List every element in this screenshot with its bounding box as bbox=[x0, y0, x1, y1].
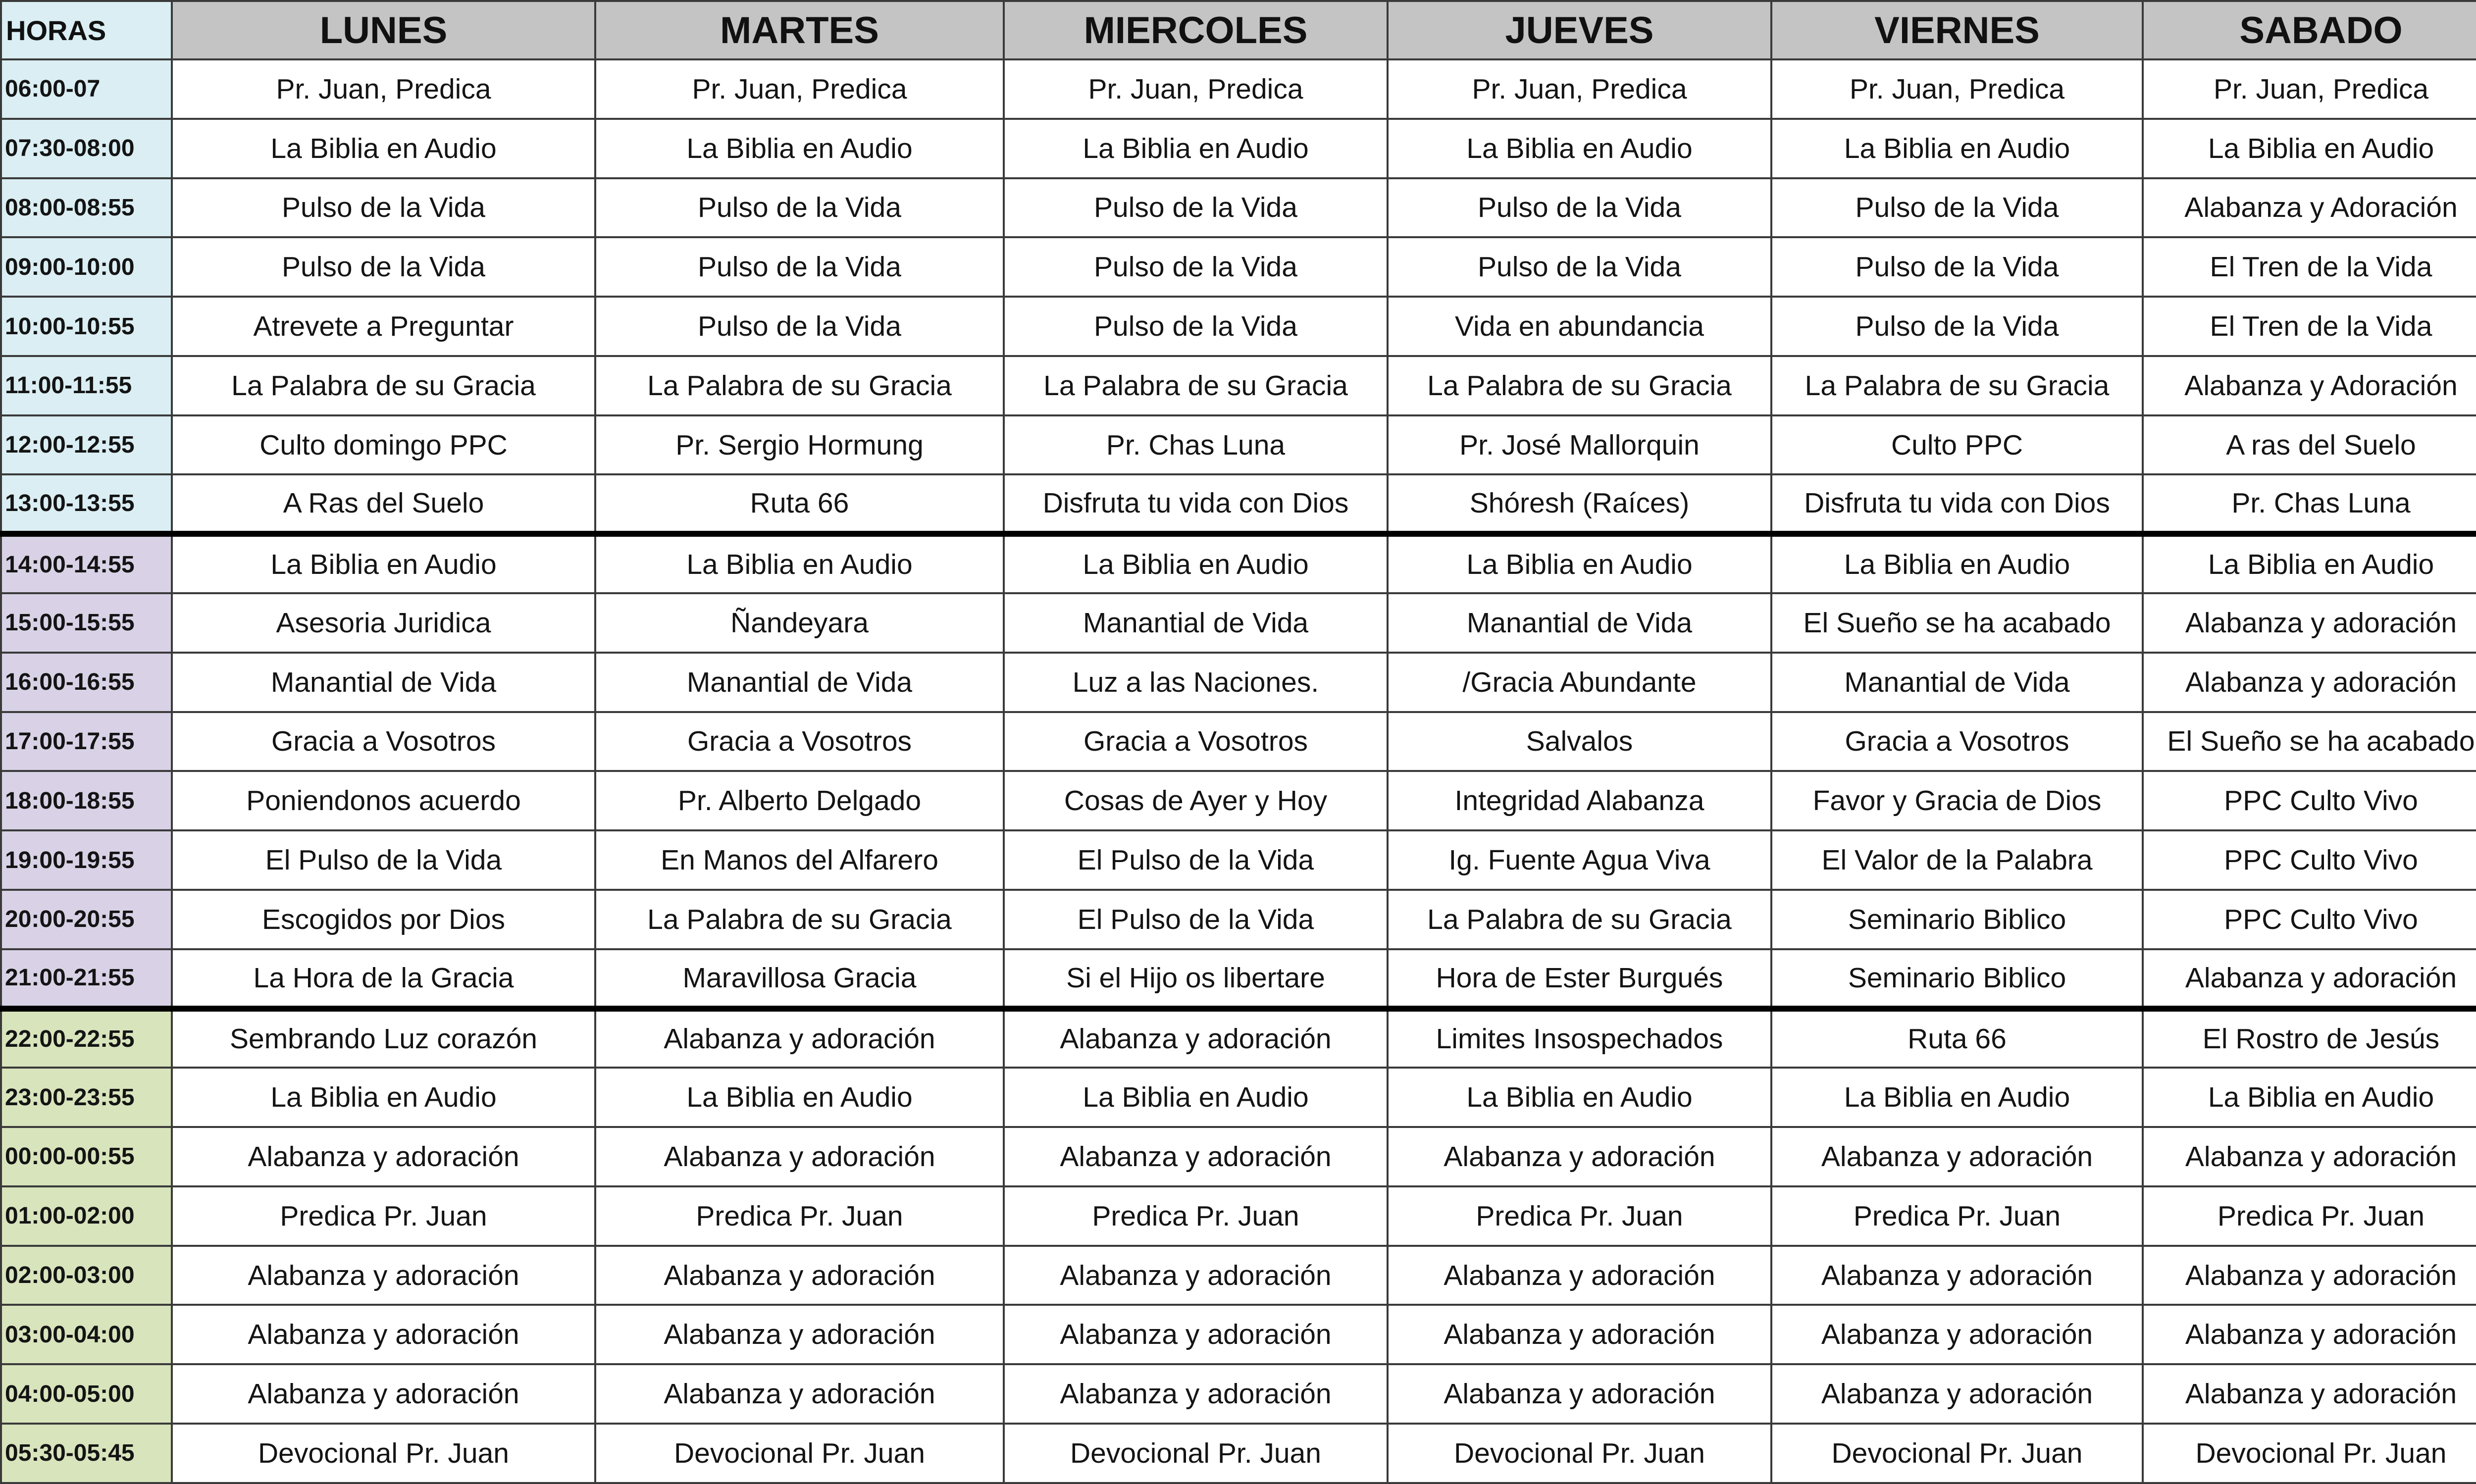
time-slot-cell: 02:00-03:00 bbox=[1, 1246, 172, 1305]
program-cell-miercoles: La Biblia en Audio bbox=[1004, 1068, 1388, 1127]
program-cell-viernes: Disfruta tu vida con Dios bbox=[1771, 474, 2143, 534]
time-slot-cell: 04:00-05:00 bbox=[1, 1364, 172, 1424]
program-cell-martes: Pulso de la Vida bbox=[595, 297, 1004, 356]
program-cell-sabado: PPC Culto Vivo bbox=[2143, 830, 2476, 890]
program-cell-sabado: Alabanza y adoración bbox=[2143, 1305, 2476, 1364]
time-slot-cell: 21:00-21:55 bbox=[1, 949, 172, 1009]
program-cell-jueves: Alabanza y adoración bbox=[1388, 1305, 1771, 1364]
program-cell-viernes: Alabanza y adoración bbox=[1771, 1305, 2143, 1364]
program-cell-martes: La Biblia en Audio bbox=[595, 119, 1004, 178]
program-cell-miercoles: Pr. Chas Luna bbox=[1004, 415, 1388, 475]
program-cell-jueves: Vida en abundancia bbox=[1388, 297, 1771, 356]
program-cell-sabado: Predica Pr. Juan bbox=[2143, 1186, 2476, 1246]
program-cell-viernes: La Biblia en Audio bbox=[1771, 119, 2143, 178]
program-cell-sabado: La Biblia en Audio bbox=[2143, 1068, 2476, 1127]
program-cell-lunes: Sembrando Luz corazón bbox=[172, 1009, 595, 1068]
program-cell-miercoles: Disfruta tu vida con Dios bbox=[1004, 474, 1388, 534]
program-cell-jueves: La Biblia en Audio bbox=[1388, 534, 1771, 593]
program-cell-sabado: El Rostro de Jesús bbox=[2143, 1009, 2476, 1068]
program-cell-lunes: La Biblia en Audio bbox=[172, 119, 595, 178]
program-cell-jueves: La Palabra de su Gracia bbox=[1388, 356, 1771, 415]
time-slot-cell: 20:00-20:55 bbox=[1, 890, 172, 949]
program-cell-viernes: Culto PPC bbox=[1771, 415, 2143, 475]
program-cell-lunes: Culto domingo PPC bbox=[172, 415, 595, 475]
time-slot-cell: 01:00-02:00 bbox=[1, 1186, 172, 1246]
program-cell-viernes: Seminario Biblico bbox=[1771, 949, 2143, 1009]
program-cell-miercoles: Alabanza y adoración bbox=[1004, 1127, 1388, 1186]
program-cell-lunes: Devocional Pr. Juan bbox=[172, 1424, 595, 1483]
program-cell-lunes: Manantial de Vida bbox=[172, 653, 595, 712]
time-slot-cell: 17:00-17:55 bbox=[1, 712, 172, 771]
program-cell-viernes: Pulso de la Vida bbox=[1771, 237, 2143, 297]
program-cell-lunes: Alabanza y adoración bbox=[172, 1305, 595, 1364]
time-slot-cell: 08:00-08:55 bbox=[1, 178, 172, 238]
program-cell-jueves: Shóresh (Raíces) bbox=[1388, 474, 1771, 534]
program-cell-viernes: El Valor de la Palabra bbox=[1771, 830, 2143, 890]
schedule-row bbox=[1, 474, 2476, 534]
schedule-row bbox=[1, 237, 2476, 297]
program-cell-sabado: El Tren de la Vida bbox=[2143, 237, 2476, 297]
program-cell-martes: La Palabra de su Gracia bbox=[595, 890, 1004, 949]
schedule-row bbox=[1, 297, 2476, 356]
program-cell-miercoles: Manantial de Vida bbox=[1004, 593, 1388, 653]
program-cell-viernes: El Sueño se ha acabado bbox=[1771, 593, 2143, 653]
program-cell-sabado: Alabanza y adoración bbox=[2143, 1364, 2476, 1424]
program-cell-jueves: /Gracia Abundante bbox=[1388, 653, 1771, 712]
schedule-row bbox=[1, 593, 2476, 653]
time-slot-cell: 12:00-12:55 bbox=[1, 415, 172, 475]
time-slot-cell: 13:00-13:55 bbox=[1, 474, 172, 534]
program-cell-jueves: Devocional Pr. Juan bbox=[1388, 1424, 1771, 1483]
program-cell-jueves: La Biblia en Audio bbox=[1388, 1068, 1771, 1127]
program-cell-lunes: Asesoria Juridica bbox=[172, 593, 595, 653]
schedule-row bbox=[1, 1186, 2476, 1246]
program-cell-miercoles: El Pulso de la Vida bbox=[1004, 830, 1388, 890]
time-slot-cell: 03:00-04:00 bbox=[1, 1305, 172, 1364]
time-slot-cell: 06:00-07 bbox=[1, 59, 172, 119]
program-cell-viernes: Ruta 66 bbox=[1771, 1009, 2143, 1068]
hours-header: HORAS bbox=[1, 1, 172, 59]
schedule-row bbox=[1, 119, 2476, 178]
program-cell-lunes: Gracia a Vosotros bbox=[172, 712, 595, 771]
program-cell-sabado: Alabanza y adoración bbox=[2143, 949, 2476, 1009]
program-cell-lunes: La Biblia en Audio bbox=[172, 534, 595, 593]
program-cell-viernes: Seminario Biblico bbox=[1771, 890, 2143, 949]
program-cell-jueves: Alabanza y adoración bbox=[1388, 1246, 1771, 1305]
schedule-row bbox=[1, 890, 2476, 949]
program-cell-miercoles: Pulso de la Vida bbox=[1004, 297, 1388, 356]
program-cell-martes: Pulso de la Vida bbox=[595, 237, 1004, 297]
schedule-row bbox=[1, 653, 2476, 712]
program-cell-jueves: Manantial de Vida bbox=[1388, 593, 1771, 653]
program-cell-lunes: Alabanza y adoración bbox=[172, 1364, 595, 1424]
program-cell-lunes: Pr. Juan, Predica bbox=[172, 59, 595, 119]
program-cell-jueves: Alabanza y adoración bbox=[1388, 1127, 1771, 1186]
program-cell-martes: La Palabra de su Gracia bbox=[595, 356, 1004, 415]
program-cell-martes: En Manos del Alfarero bbox=[595, 830, 1004, 890]
program-cell-martes: Pulso de la Vida bbox=[595, 178, 1004, 238]
schedule-row bbox=[1, 1009, 2476, 1068]
program-cell-miercoles: Alabanza y adoración bbox=[1004, 1009, 1388, 1068]
program-cell-jueves: Hora de Ester Burgués bbox=[1388, 949, 1771, 1009]
program-cell-miercoles: Alabanza y adoración bbox=[1004, 1305, 1388, 1364]
time-slot-cell: 16:00-16:55 bbox=[1, 653, 172, 712]
program-cell-miercoles: Si el Hijo os libertare bbox=[1004, 949, 1388, 1009]
program-cell-lunes: Predica Pr. Juan bbox=[172, 1186, 595, 1246]
program-cell-miercoles: Pulso de la Vida bbox=[1004, 237, 1388, 297]
program-cell-miercoles: Gracia a Vosotros bbox=[1004, 712, 1388, 771]
program-cell-sabado: El Sueño se ha acabado bbox=[2143, 712, 2476, 771]
program-cell-lunes: A Ras del Suelo bbox=[172, 474, 595, 534]
program-cell-viernes: Pulso de la Vida bbox=[1771, 178, 2143, 238]
schedule-row bbox=[1, 534, 2476, 593]
program-cell-martes: Pr. Juan, Predica bbox=[595, 59, 1004, 119]
schedule-row bbox=[1, 415, 2476, 475]
time-slot-cell: 15:00-15:55 bbox=[1, 593, 172, 653]
program-cell-viernes: Gracia a Vosotros bbox=[1771, 712, 2143, 771]
program-cell-sabado: Alabanza y adoración bbox=[2143, 1246, 2476, 1305]
program-cell-miercoles: Predica Pr. Juan bbox=[1004, 1186, 1388, 1246]
schedule-row bbox=[1, 771, 2476, 830]
program-cell-viernes: La Palabra de su Gracia bbox=[1771, 356, 2143, 415]
program-cell-sabado: La Biblia en Audio bbox=[2143, 119, 2476, 178]
schedule-row bbox=[1, 830, 2476, 890]
program-cell-sabado: A ras del Suelo bbox=[2143, 415, 2476, 475]
program-cell-martes: Ñandeyara bbox=[595, 593, 1004, 653]
schedule-row bbox=[1, 356, 2476, 415]
program-cell-lunes: Alabanza y adoración bbox=[172, 1127, 595, 1186]
program-cell-jueves: Alabanza y adoración bbox=[1388, 1364, 1771, 1424]
program-cell-miercoles: El Pulso de la Vida bbox=[1004, 890, 1388, 949]
program-cell-sabado: La Biblia en Audio bbox=[2143, 534, 2476, 593]
program-cell-miercoles: Pulso de la Vida bbox=[1004, 178, 1388, 238]
schedule-body bbox=[1, 59, 2476, 1483]
program-cell-viernes: Alabanza y adoración bbox=[1771, 1246, 2143, 1305]
time-slot-cell: 19:00-19:55 bbox=[1, 830, 172, 890]
program-cell-lunes: La Hora de la Gracia bbox=[172, 949, 595, 1009]
program-cell-jueves: Pr. José Mallorquin bbox=[1388, 415, 1771, 475]
schedule-row bbox=[1, 712, 2476, 771]
program-cell-viernes: Devocional Pr. Juan bbox=[1771, 1424, 2143, 1483]
schedule-row bbox=[1, 178, 2476, 238]
program-cell-viernes: Alabanza y adoración bbox=[1771, 1127, 2143, 1186]
program-cell-jueves: Salvalos bbox=[1388, 712, 1771, 771]
program-cell-viernes: Manantial de Vida bbox=[1771, 653, 2143, 712]
program-cell-sabado: Alabanza y Adoración bbox=[2143, 178, 2476, 238]
time-slot-cell: 07:30-08:00 bbox=[1, 119, 172, 178]
schedule-row bbox=[1, 59, 2476, 119]
schedule-row bbox=[1, 949, 2476, 1009]
program-cell-miercoles: Luz a las Naciones. bbox=[1004, 653, 1388, 712]
program-cell-martes: La Biblia en Audio bbox=[595, 534, 1004, 593]
schedule-row bbox=[1, 1424, 2476, 1483]
program-cell-miercoles: Alabanza y adoración bbox=[1004, 1364, 1388, 1424]
program-cell-sabado: Pr. Juan, Predica bbox=[2143, 59, 2476, 119]
program-cell-viernes: Pulso de la Vida bbox=[1771, 297, 2143, 356]
program-cell-martes: Pr. Alberto Delgado bbox=[595, 771, 1004, 830]
program-cell-lunes: La Palabra de su Gracia bbox=[172, 356, 595, 415]
program-cell-martes: Alabanza y adoración bbox=[595, 1127, 1004, 1186]
program-cell-viernes: La Biblia en Audio bbox=[1771, 1068, 2143, 1127]
program-cell-lunes: La Biblia en Audio bbox=[172, 1068, 595, 1127]
program-cell-lunes: Alabanza y adoración bbox=[172, 1246, 595, 1305]
program-cell-miercoles: Pr. Juan, Predica bbox=[1004, 59, 1388, 119]
program-cell-martes: Alabanza y adoración bbox=[595, 1009, 1004, 1068]
time-slot-cell: 11:00-11:55 bbox=[1, 356, 172, 415]
program-cell-sabado: Devocional Pr. Juan bbox=[2143, 1424, 2476, 1483]
day-header-sabado: SABADO bbox=[2143, 1, 2476, 59]
program-cell-sabado: Alabanza y adoración bbox=[2143, 593, 2476, 653]
program-cell-miercoles: Alabanza y adoración bbox=[1004, 1246, 1388, 1305]
time-slot-cell: 14:00-14:55 bbox=[1, 534, 172, 593]
program-cell-sabado: Alabanza y Adoración bbox=[2143, 356, 2476, 415]
header-row bbox=[1, 1, 2476, 59]
program-cell-jueves: Pr. Juan, Predica bbox=[1388, 59, 1771, 119]
program-cell-sabado: Pr. Chas Luna bbox=[2143, 474, 2476, 534]
program-cell-miercoles: La Biblia en Audio bbox=[1004, 534, 1388, 593]
program-cell-martes: Pr. Sergio Hormung bbox=[595, 415, 1004, 475]
program-cell-sabado: PPC Culto Vivo bbox=[2143, 771, 2476, 830]
program-cell-jueves: Integridad Alabanza bbox=[1388, 771, 1771, 830]
program-cell-martes: La Biblia en Audio bbox=[595, 1068, 1004, 1127]
program-cell-jueves: La Palabra de su Gracia bbox=[1388, 890, 1771, 949]
program-cell-jueves: La Biblia en Audio bbox=[1388, 119, 1771, 178]
program-cell-jueves: Ig. Fuente Agua Viva bbox=[1388, 830, 1771, 890]
schedule-row bbox=[1, 1364, 2476, 1424]
program-cell-sabado: Alabanza y adoración bbox=[2143, 1127, 2476, 1186]
program-cell-martes: Devocional Pr. Juan bbox=[595, 1424, 1004, 1483]
program-cell-viernes: Pr. Juan, Predica bbox=[1771, 59, 2143, 119]
program-cell-martes: Alabanza y adoración bbox=[595, 1305, 1004, 1364]
program-cell-martes: Gracia a Vosotros bbox=[595, 712, 1004, 771]
program-cell-jueves: Pulso de la Vida bbox=[1388, 237, 1771, 297]
schedule-row bbox=[1, 1246, 2476, 1305]
program-cell-lunes: Poniendonos acuerdo bbox=[172, 771, 595, 830]
program-cell-martes: Maravillosa Gracia bbox=[595, 949, 1004, 1009]
program-cell-viernes: La Biblia en Audio bbox=[1771, 534, 2143, 593]
program-cell-viernes: Alabanza y adoración bbox=[1771, 1364, 2143, 1424]
schedule-row bbox=[1, 1305, 2476, 1364]
day-header-viernes: VIERNES bbox=[1771, 1, 2143, 59]
program-cell-lunes: El Pulso de la Vida bbox=[172, 830, 595, 890]
program-cell-lunes: Escogidos por Dios bbox=[172, 890, 595, 949]
program-cell-sabado: PPC Culto Vivo bbox=[2143, 890, 2476, 949]
program-cell-jueves: Predica Pr. Juan bbox=[1388, 1186, 1771, 1246]
time-slot-cell: 09:00-10:00 bbox=[1, 237, 172, 297]
program-cell-viernes: Predica Pr. Juan bbox=[1771, 1186, 2143, 1246]
program-cell-lunes: Pulso de la Vida bbox=[172, 237, 595, 297]
day-header-lunes: LUNES bbox=[172, 1, 595, 59]
time-slot-cell: 23:00-23:55 bbox=[1, 1068, 172, 1127]
program-cell-jueves: Limites Insospechados bbox=[1388, 1009, 1771, 1068]
program-cell-miercoles: Devocional Pr. Juan bbox=[1004, 1424, 1388, 1483]
program-cell-martes: Ruta 66 bbox=[595, 474, 1004, 534]
program-cell-lunes: Atrevete a Preguntar bbox=[172, 297, 595, 356]
program-cell-martes: Alabanza y adoración bbox=[595, 1246, 1004, 1305]
program-cell-jueves: Pulso de la Vida bbox=[1388, 178, 1771, 238]
program-cell-lunes: Pulso de la Vida bbox=[172, 178, 595, 238]
time-slot-cell: 05:30-05:45 bbox=[1, 1424, 172, 1483]
day-header-miercoles: MIERCOLES bbox=[1004, 1, 1388, 59]
time-slot-cell: 10:00-10:55 bbox=[1, 297, 172, 356]
program-cell-miercoles: La Palabra de su Gracia bbox=[1004, 356, 1388, 415]
program-cell-sabado: El Tren de la Vida bbox=[2143, 297, 2476, 356]
program-cell-miercoles: Cosas de Ayer y Hoy bbox=[1004, 771, 1388, 830]
program-cell-sabado: Alabanza y adoración bbox=[2143, 653, 2476, 712]
program-cell-viernes: Favor y Gracia de Dios bbox=[1771, 771, 2143, 830]
day-header-jueves: JUEVES bbox=[1388, 1, 1771, 59]
day-header-martes: MARTES bbox=[595, 1, 1004, 59]
program-cell-miercoles: La Biblia en Audio bbox=[1004, 119, 1388, 178]
schedule-row bbox=[1, 1068, 2476, 1127]
program-cell-martes: Predica Pr. Juan bbox=[595, 1186, 1004, 1246]
schedule-row bbox=[1, 1127, 2476, 1186]
program-cell-martes: Manantial de Vida bbox=[595, 653, 1004, 712]
time-slot-cell: 22:00-22:55 bbox=[1, 1009, 172, 1068]
time-slot-cell: 18:00-18:55 bbox=[1, 771, 172, 830]
program-cell-martes: Alabanza y adoración bbox=[595, 1364, 1004, 1424]
time-slot-cell: 00:00-00:55 bbox=[1, 1127, 172, 1186]
